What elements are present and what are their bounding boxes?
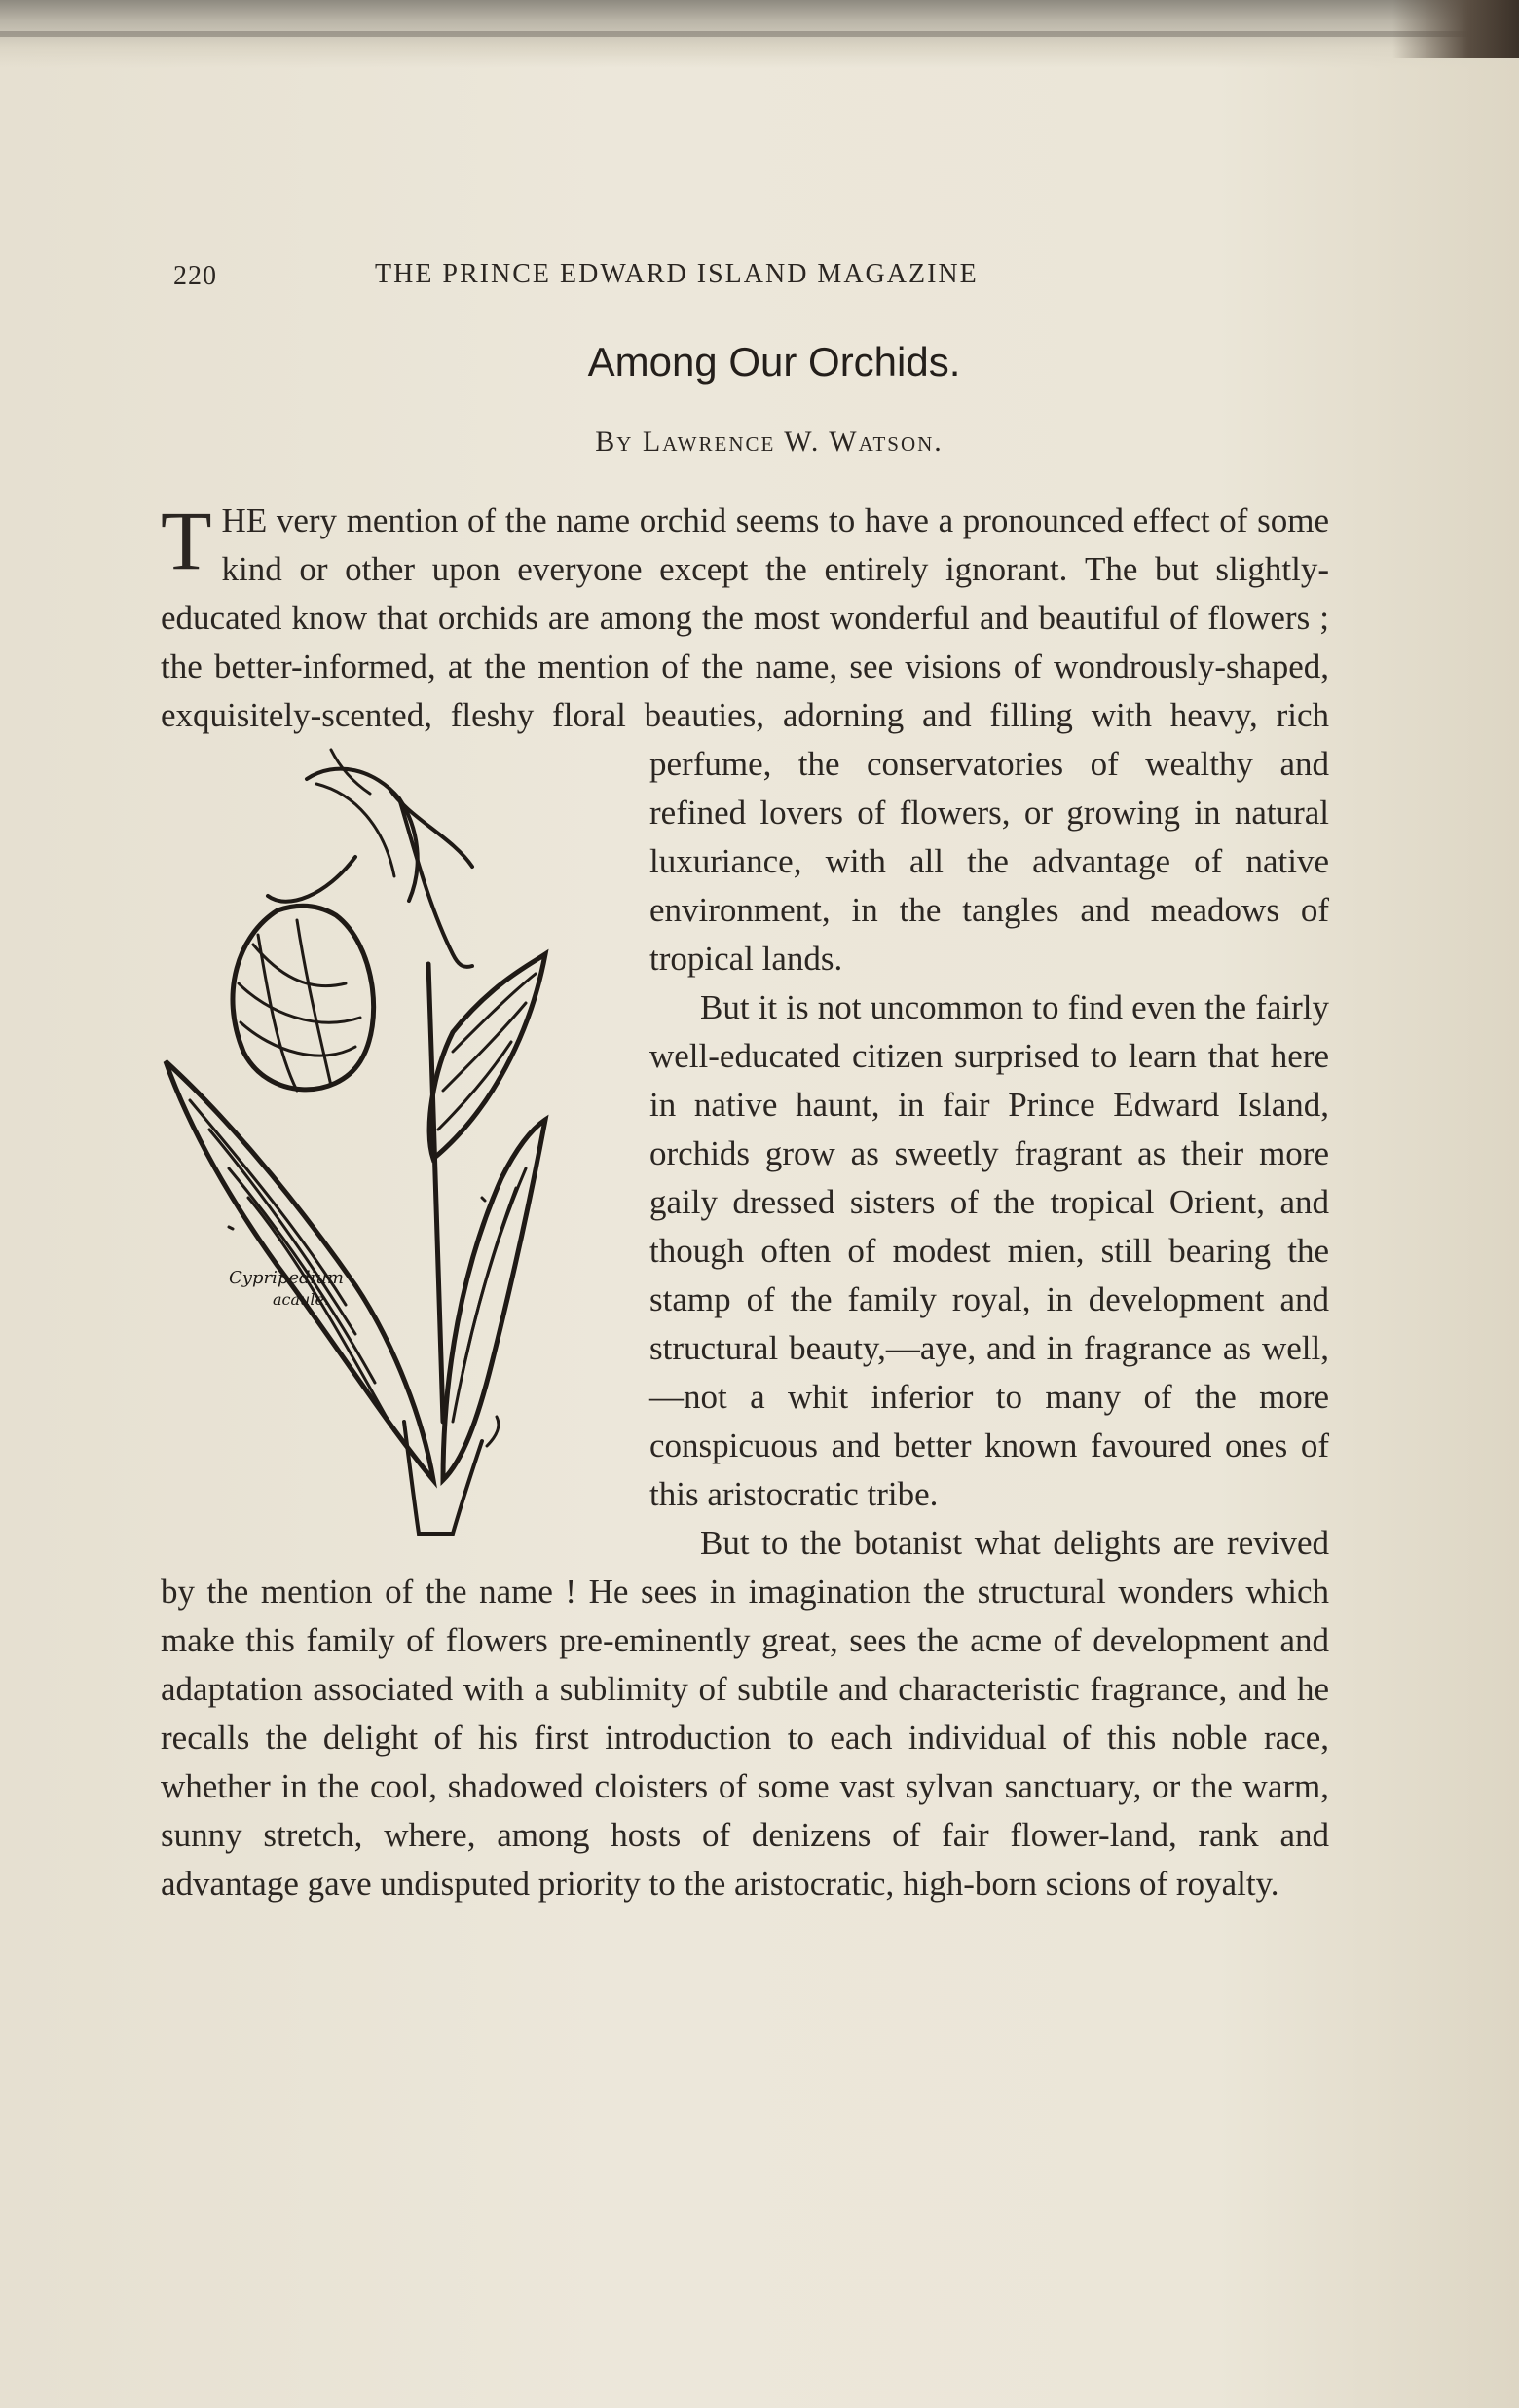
drop-cap: T [161, 494, 212, 587]
orchid-illustration [161, 594, 638, 1558]
running-header [0, 255, 1519, 294]
magazine-title: THE PRINCE EDWARD ISLAND MAGAZINE [375, 259, 979, 289]
paragraph-1-rest: The but slightly-educated know that orchids are among the most wonderful and beautiful of flowers ; the better-informed, at the mention of the name, see visions of wondrously-shaped, exquisitely-scented, fleshy floral beauties, adorning and filling with heavy, rich perfume, the conservatories of wealthy and refined lovers of flowers, or growing in natural luxuriance, with all the advantage of native environment, in the tangles and meadows of tropical lands. [161, 550, 1329, 978]
specimen-label-species: acaule. [273, 1290, 330, 1309]
cypripedium-drawing-icon [161, 740, 550, 1558]
article-title: Among Our Orchids. [587, 339, 961, 385]
paragraph-2: But it is not uncommon to find even the fairly well-educated citizen surprised to learn that here in native haunt, in fair Prince Edward Island, orchids grow as sweetly fragrant as their more gaily dressed sisters of the tropical Orient, and though often of modest mien, still bearing the stamp of the family royal, in development and structural beauty,—aye, and in fragrance as well,—not a whit inferior to many of the more conspicuous and better known favoured ones of this aristocratic tribe. [649, 988, 1329, 1513]
paragraph-1-lead: HE very mention of the name orchid seems to have a pronounced effect of some kind or other upon everyone except the entirely ignorant. [221, 501, 1329, 588]
article-byline: By Lawrence W. Watson. [595, 426, 944, 458]
specimen-label-genus: Cypripedium [229, 1268, 344, 1288]
page-top-edge [0, 31, 1519, 37]
page-number: 220 [173, 261, 217, 291]
paragraph-3: But to the botanist what delights are revived by the mention of the name ! He sees in imagination the structural wonders which make this family of flowers pre-eminently great, sees the acme of development and adaptation associated with a sublimity of subtile and characteristic fragrance, and he recalls the delight of his first introduction to each individual of this noble race, whether in the cool, shadowed cloisters of some vast sylvan sanctuary, or the warm, sunny stretch, where, among hosts of denizens of fair flower-land, rank and advantage gave undisputed priority to the aristocratic, high-born scions of royalty. [161, 1524, 1329, 1903]
page-corner-shadow [1392, 0, 1519, 58]
article-body [161, 494, 1329, 1908]
